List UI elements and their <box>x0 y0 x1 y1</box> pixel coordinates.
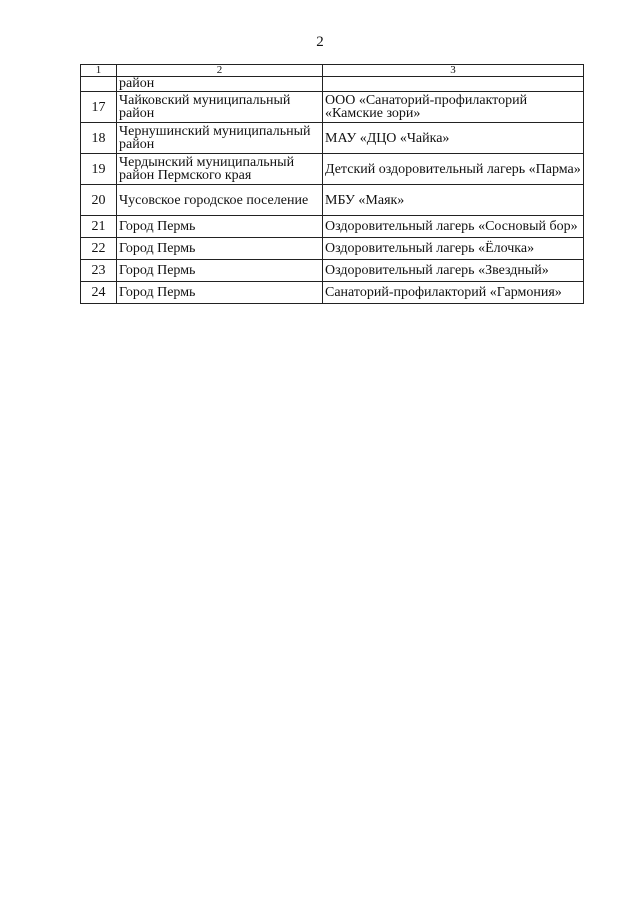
district-cell: Чердынский муниципальный район Пермского края <box>117 154 323 185</box>
row-number: 23 <box>81 260 117 282</box>
row-number: 20 <box>81 185 117 216</box>
organization-cell: Оздоровительный лагерь «Сосновый бор» <box>323 216 584 238</box>
column-header-2: 2 <box>117 65 323 77</box>
organization-cell: Санаторий-профилакторий «Гармония» <box>323 282 584 304</box>
organization-cell: Оздоровительный лагерь «Ёлочка» <box>323 238 584 260</box>
row-number: 24 <box>81 282 117 304</box>
row-number: 19 <box>81 154 117 185</box>
district-cell: Чернушинский муниципальный район <box>117 123 323 154</box>
organization-cell: Детский оздоровительный лагерь «Парма» <box>323 154 584 185</box>
camps-table <box>80 64 584 304</box>
organization-cell: ООО «Санаторий-профилакторий «Камские зори» <box>323 92 584 123</box>
organization-cell: Оздоровительный лагерь «Звездный» <box>323 260 584 282</box>
district-cell: Город Пермь <box>117 282 323 304</box>
table-row <box>81 154 584 185</box>
table-header-row <box>81 65 584 77</box>
district-cell: Город Пермь <box>117 260 323 282</box>
row-number: 22 <box>81 238 117 260</box>
district-cell: Чусовское городское поселение <box>117 185 323 216</box>
organization-cell <box>323 77 584 92</box>
row-number <box>81 77 117 92</box>
table-row-continuation <box>81 77 584 92</box>
district-cell: Чайковский муниципальный район <box>117 92 323 123</box>
column-header-1: 1 <box>81 65 117 77</box>
district-cell: Город Пермь <box>117 216 323 238</box>
row-number: 17 <box>81 92 117 123</box>
table-row <box>81 92 584 123</box>
table-row <box>81 123 584 154</box>
table-row <box>81 216 584 238</box>
row-number: 18 <box>81 123 117 154</box>
table-row <box>81 282 584 304</box>
table-row <box>81 260 584 282</box>
table-row <box>81 185 584 216</box>
organization-cell: МАУ «ДЦО «Чайка» <box>323 123 584 154</box>
column-header-3: 3 <box>323 65 584 77</box>
table-row <box>81 238 584 260</box>
district-cell: район <box>117 77 323 92</box>
row-number: 21 <box>81 216 117 238</box>
page-number: 2 <box>316 34 324 50</box>
district-cell: Город Пермь <box>117 238 323 260</box>
organization-cell: МБУ «Маяк» <box>323 185 584 216</box>
